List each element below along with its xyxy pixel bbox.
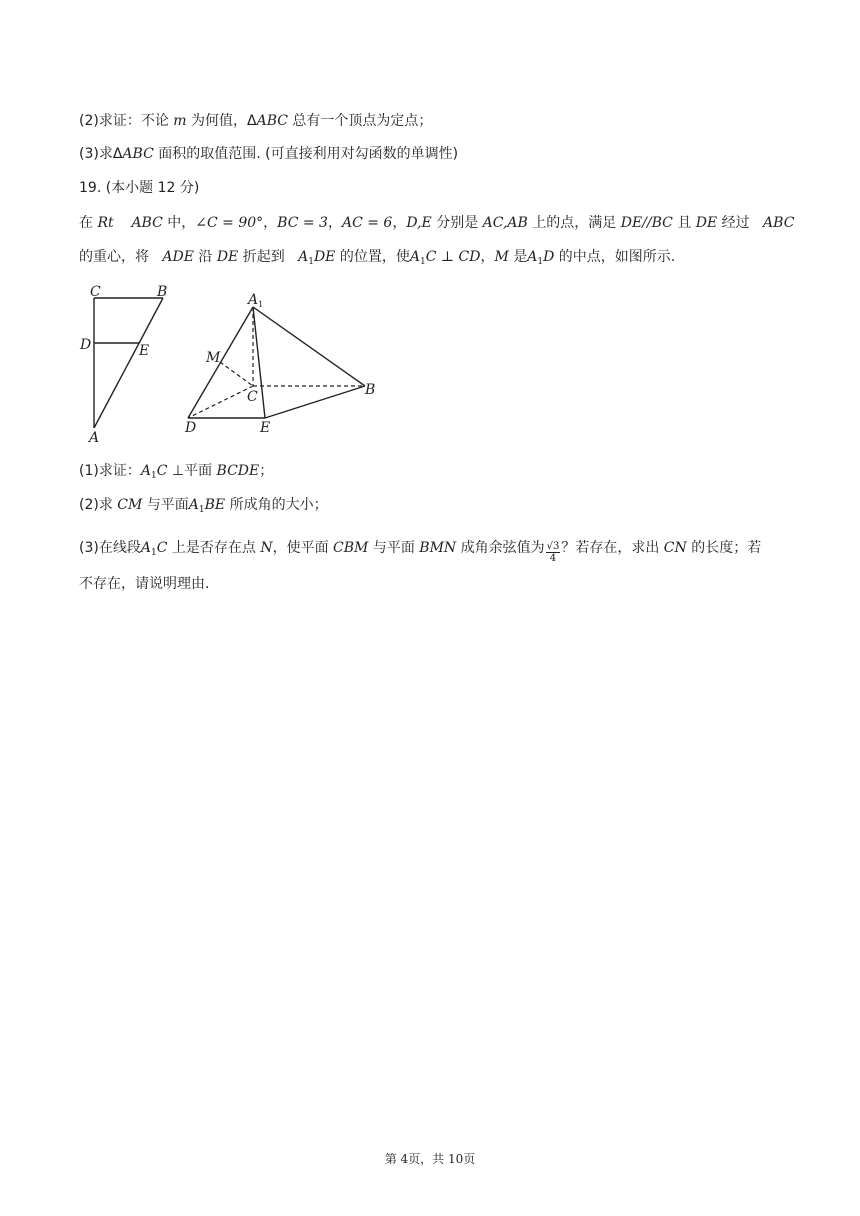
segment-ba xyxy=(94,298,163,428)
label-left-b: B xyxy=(157,284,168,300)
text: ？若存在，求出 xyxy=(561,540,664,556)
q19-part3-line xyxy=(79,538,761,564)
text: 与平面 xyxy=(142,497,189,513)
text: 成角余弦值为 xyxy=(456,540,545,556)
math-expr: ∠C = 90° xyxy=(195,215,264,231)
label-right-b: B xyxy=(365,382,376,398)
segment-a1b xyxy=(253,307,365,386)
text: 分别是 xyxy=(431,215,483,231)
math-var: C xyxy=(156,540,168,556)
figure-flat-triangle xyxy=(94,298,163,428)
math-var: ABC xyxy=(256,113,288,129)
text: 在 xyxy=(79,215,98,231)
text: 与平面 xyxy=(368,540,420,556)
math-var: N xyxy=(260,540,273,556)
label-right-m: M xyxy=(206,350,221,366)
math-var: CN xyxy=(663,540,687,556)
math-var: M xyxy=(494,249,509,265)
math-var: CBM xyxy=(333,540,369,556)
math-var: CM xyxy=(117,497,143,513)
q19-header: 19. (本小题 12 分) xyxy=(79,180,200,196)
math-var: BE xyxy=(204,497,226,513)
text: (3)在线段 xyxy=(79,540,141,556)
fraction-sqrt3-over-4 xyxy=(546,541,561,564)
math-var: A xyxy=(298,249,309,265)
text: 经过 xyxy=(717,215,764,231)
math-var: A xyxy=(140,540,151,556)
fraction-denominator: 4 xyxy=(549,553,557,564)
text: 的位置，使 xyxy=(335,249,410,265)
math-subscript: 1 xyxy=(537,257,544,267)
text: ， xyxy=(263,215,278,231)
math-var: A xyxy=(188,497,199,513)
text: ； xyxy=(259,463,274,479)
segment-cm-dashed xyxy=(220,362,253,386)
text: (3)求Δ xyxy=(79,146,123,162)
geometry-figures xyxy=(0,0,860,460)
text: (2)求 xyxy=(79,497,118,513)
label-right-c: C xyxy=(247,389,258,405)
text: 上的点，满足 xyxy=(527,215,621,231)
math-var: D,E xyxy=(406,215,432,231)
segment-eb xyxy=(265,386,365,418)
math-var: A xyxy=(409,249,420,265)
math-subscript: 1 xyxy=(308,257,314,267)
label-left-c: C xyxy=(90,284,101,300)
math-var: A xyxy=(527,249,538,265)
math-var: BMN xyxy=(419,540,457,556)
text: (2)求证：不论 xyxy=(79,113,174,129)
math-subscript: 1 xyxy=(150,471,157,481)
text: 折起到 xyxy=(238,249,299,265)
text: ， xyxy=(480,249,495,265)
text: ， xyxy=(327,215,342,231)
math-expr: C ⊥ CD xyxy=(425,249,481,265)
text: ， xyxy=(392,215,407,231)
math-var: ABC xyxy=(763,215,795,231)
math-var: BCDE xyxy=(216,463,260,479)
math-expr: DE//BC xyxy=(620,215,673,231)
label-right-a1: $A_1$ xyxy=(248,292,264,309)
text: 的长度；若 xyxy=(686,540,762,556)
text: 的重心，将 xyxy=(79,249,163,265)
math-expr: AC = 6 xyxy=(341,215,393,231)
text: 沿 xyxy=(193,249,217,265)
math-subscript: 1 xyxy=(419,257,426,267)
math-var: m xyxy=(173,113,187,129)
math-var: AC,AB xyxy=(482,215,528,231)
q19-part1-line xyxy=(79,461,273,486)
q19-part3-continuation: 不存在，请说明理由. xyxy=(79,576,210,592)
label-left-e: E xyxy=(139,343,150,359)
math-var: D xyxy=(543,249,555,265)
fraction-numerator: √3 xyxy=(546,541,560,552)
text: 是 xyxy=(508,249,528,265)
math-var: DE xyxy=(695,215,718,231)
math-var: A xyxy=(140,463,151,479)
text: ，使平面 xyxy=(272,540,334,556)
label-left-d: D xyxy=(80,337,92,353)
math-subscript: 1 xyxy=(150,548,157,558)
math-var: ADE xyxy=(162,249,194,265)
label-left-a: A xyxy=(89,430,100,446)
math-var: C xyxy=(156,463,168,479)
math-var: DE xyxy=(313,249,336,265)
text: 上是否存在点 xyxy=(167,540,261,556)
text: 中， xyxy=(162,215,196,231)
label-right-d: D xyxy=(185,420,197,436)
text: 为何值，Δ xyxy=(186,113,257,129)
math-var: DE xyxy=(216,249,239,265)
text: 所成角的大小； xyxy=(225,497,328,513)
math-var: ABC xyxy=(122,146,154,162)
math-expr: BC = 3 xyxy=(277,215,328,231)
q19-part2-line xyxy=(79,495,328,520)
text: 面积的取值范围. (可直接利用对勾函数的单调性) xyxy=(153,146,459,162)
page-footer: 第 4页，共 10页 xyxy=(384,1152,476,1166)
text: 且 xyxy=(672,215,696,231)
math-var: Rt xyxy=(97,215,114,231)
math-subscript: 1 xyxy=(198,505,205,515)
text: ⊥平面 xyxy=(167,463,217,479)
text: 的中点，如图所示. xyxy=(554,249,676,265)
math-var: ABC xyxy=(131,215,163,231)
text: (1)求证： xyxy=(79,463,141,479)
text: 总有一个顶点为定点； xyxy=(287,113,433,129)
label-right-e: E xyxy=(260,420,271,436)
